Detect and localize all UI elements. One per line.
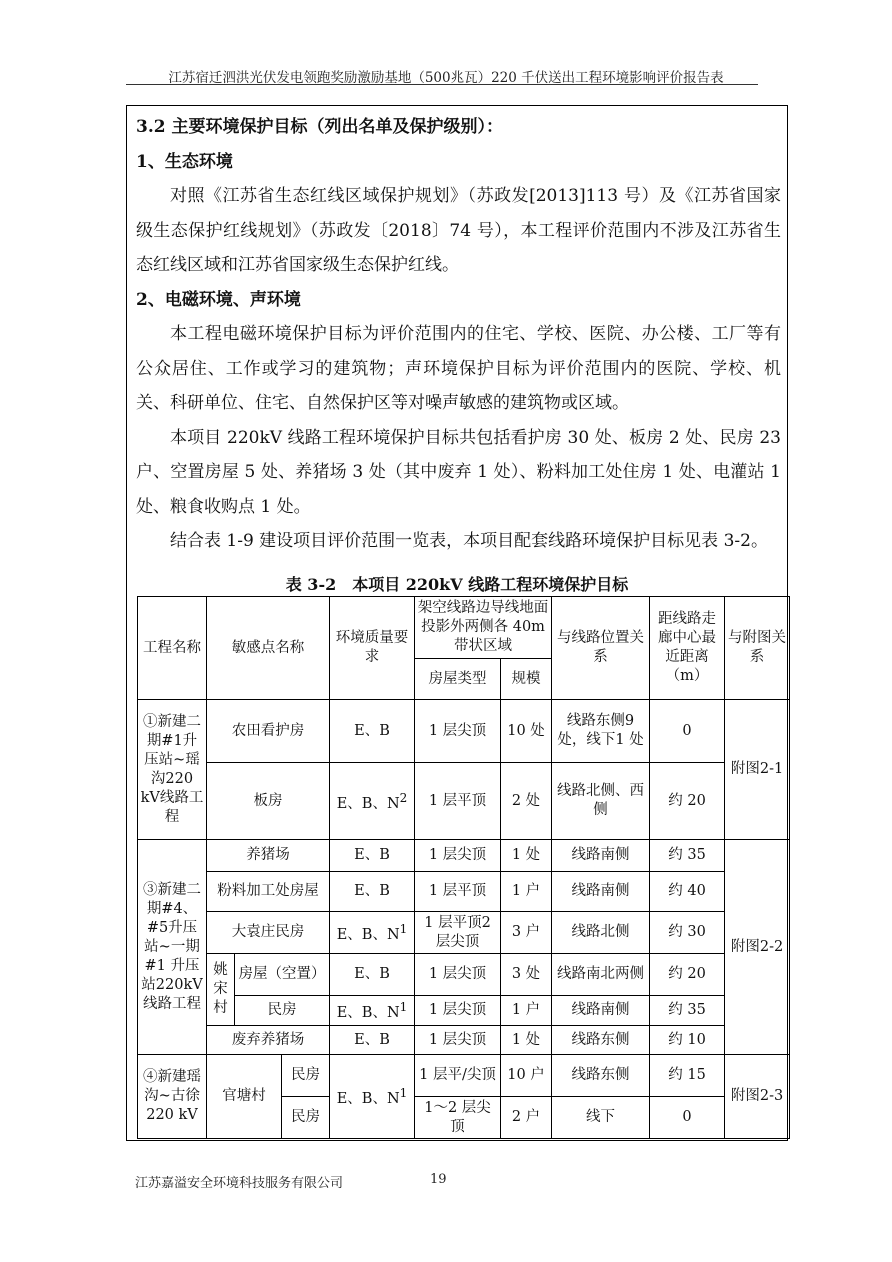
distance-cell: 0 [650,1097,725,1139]
eco-paragraph: 对照《江苏省生态红线区域保护规划》（苏政发[2013]113 号）及《江苏省国家级生态保护红线规划》（苏政发〔2018〕74 号），本工程评价范围内不涉及江苏省生态红线区域和江苏省国家级生态保护红线。 [136,186,781,275]
project-cell: ①新建二期#1升压站~瑶沟220 kV线路工程 [138,700,207,840]
quality-cell: E、B [330,840,415,872]
figure-cell: 附图2-2 [725,840,790,1055]
site-cell: 房屋（空置） [235,954,330,996]
quality-cell [330,912,415,954]
table-row [138,700,790,763]
th-site: 敏感点名称 [207,597,330,700]
quality-cell: E、B [330,954,415,996]
table-row [138,872,790,912]
site-cell: 民房 [235,996,330,1026]
scale-cell: 10 户 [501,1055,552,1097]
th-area: 架空线路边导线地面投影外两侧各 40m 带状区域 [415,597,552,659]
distance-cell: 约 20 [650,954,725,996]
table-row [138,1026,790,1055]
scale-cell: 2 处 [501,763,552,840]
position-cell: 线路东侧 [552,1055,650,1097]
site-cell: 民房 [282,1055,330,1097]
site-cell: 板房 [207,763,330,840]
position-cell: 线路北侧、西侧 [552,763,650,840]
quality-superscript: 1 [399,1086,408,1101]
position-cell: 线路南侧 [552,840,650,872]
distance-cell: 约 35 [650,996,725,1026]
figure-cell: 附图2-3 [725,1055,790,1139]
table-row [138,996,790,1026]
quality-superscript: 2 [399,790,408,805]
th-quality: 环境质量要求 [330,597,415,700]
scale-cell: 1 户 [501,996,552,1026]
distance-cell: 约 10 [650,1026,725,1055]
table-row [138,954,790,996]
distance-cell: 约 30 [650,912,725,954]
quality-cell: E、B [330,872,415,912]
protection-targets-table [137,596,790,1139]
em-heading: 2、电磁环境、声环境 [136,289,301,310]
distance-cell: 约 20 [650,763,725,840]
village-cell: 姚宋村 [207,954,235,1026]
site-cell: 养猪场 [207,840,330,872]
house-type-cell: 1 层平顶2 层尖顶 [415,912,501,954]
house-type-cell: 1～2 层尖顶 [415,1097,501,1139]
quality-superscript: 1 [399,922,408,937]
quality-cell [330,763,415,840]
position-cell: 线路东侧9 处，线下1 处 [552,700,650,763]
figure-cell: 附图2-1 [725,700,790,840]
quality-cell: E、B [330,700,415,763]
scale-cell: 1 处 [501,1026,552,1055]
scale-cell: 3 处 [501,954,552,996]
position-cell: 线路南侧 [552,872,650,912]
footer-company: 江苏嘉溢安全环境科技服务有限公司 [135,1176,344,1191]
quality-cell: E、B [330,1026,415,1055]
distance-cell: 约 40 [650,872,725,912]
section-body [136,110,781,559]
house-type-cell: 1 层平顶 [415,872,501,912]
site-cell: 农田看护房 [207,700,330,763]
house-type-cell: 1 层尖顶 [415,996,501,1026]
house-type-cell: 1 层尖顶 [415,1026,501,1055]
section-title: 3.2 主要环境保护目标（列出名单及保护级别）： [136,117,503,137]
quality-superscript: 1 [399,1000,408,1015]
header-divider [126,84,758,85]
table-row [138,1055,790,1097]
site-cell: 民房 [282,1097,330,1139]
house-type-cell: 1 层平/尖顶 [415,1055,501,1097]
th-project: 工程名称 [138,597,207,700]
em-paragraph-1: 本工程电磁环境保护目标为评价范围内的住宅、学校、医院、办公楼、工厂等有公众居住、工作或学习的建筑物；声环境保护目标为评价范围内的医院、学校、机关、科研单位、住宅、自然保护区等对噪声敏感的建筑物或区域。 [136,324,781,413]
position-cell: 线路东侧 [552,1026,650,1055]
running-header: 江苏宿迁泗洪光伏发电领跑奖励激励基地（500兆瓦）220 千伏送出工程环境影响评价报告表 [168,70,724,86]
th-figure: 与附图关系 [725,597,790,700]
th-house-type: 房屋类型 [415,659,501,700]
table-header-row [138,597,790,659]
position-cell: 线下 [552,1097,650,1139]
em-paragraph-2: 本项目 220kV 线路工程环境保护目标共包括看护房 30 处、板房 2 处、民房 23 户、空置房屋 5 处、养猪场 3 处（其中废弃 1 处）、粉料加工处住房 1 处、电灌站 1 处、粮食收购点 1 处。 [136,427,781,517]
eco-heading: 1、生态环境 [136,151,233,172]
th-distance: 距线路走廊中心最近距离（m） [650,597,725,700]
th-position: 与线路位置关系 [552,597,650,700]
quality-cell [330,996,415,1026]
distance-cell: 0 [650,700,725,763]
quality-text: E、B、N [336,795,400,812]
quality-cell [330,1055,415,1139]
house-type-cell: 1 层尖顶 [415,840,501,872]
distance-cell: 约 35 [650,840,725,872]
table-caption: 表 3-2 本项目 220kV 线路工程环境保护目标 [285,575,629,594]
quality-text: E、B、N [336,1090,400,1107]
scale-cell: 10 处 [501,700,552,763]
em-paragraph-3: 结合表 1-9 建设项目评价范围一览表，本项目配套线路环境保护目标见表 3-2。 [170,531,768,551]
house-type-cell: 1 层尖顶 [415,700,501,763]
position-cell: 线路南侧 [552,996,650,1026]
site-cell: 大袁庄民房 [207,912,330,954]
page-number: 19 [430,1172,447,1187]
table-row [138,912,790,954]
th-scale: 规模 [501,659,552,700]
scale-cell: 1 户 [501,872,552,912]
scale-cell: 2 户 [501,1097,552,1139]
village-cell: 官塘村 [207,1055,282,1139]
quality-text: E、B、N [336,1004,400,1021]
scale-cell: 3 户 [501,912,552,954]
distance-cell: 约 15 [650,1055,725,1097]
position-cell: 线路南北两侧 [552,954,650,996]
table-row [138,763,790,840]
project-cell: ③新建二期#4、#5升压站~一期#1 升压站220kV线路工程 [138,840,207,1055]
house-type-cell: 1 层平顶 [415,763,501,840]
project-cell: ④新建瑶沟~古徐220 kV [138,1055,207,1139]
site-cell: 粉料加工处房屋 [207,872,330,912]
quality-text: E、B、N [336,926,400,943]
site-cell: 废弃养猪场 [207,1026,330,1055]
scale-cell: 1 处 [501,840,552,872]
position-cell: 线路北侧 [552,912,650,954]
house-type-cell: 1 层尖顶 [415,954,501,996]
table-row [138,840,790,872]
